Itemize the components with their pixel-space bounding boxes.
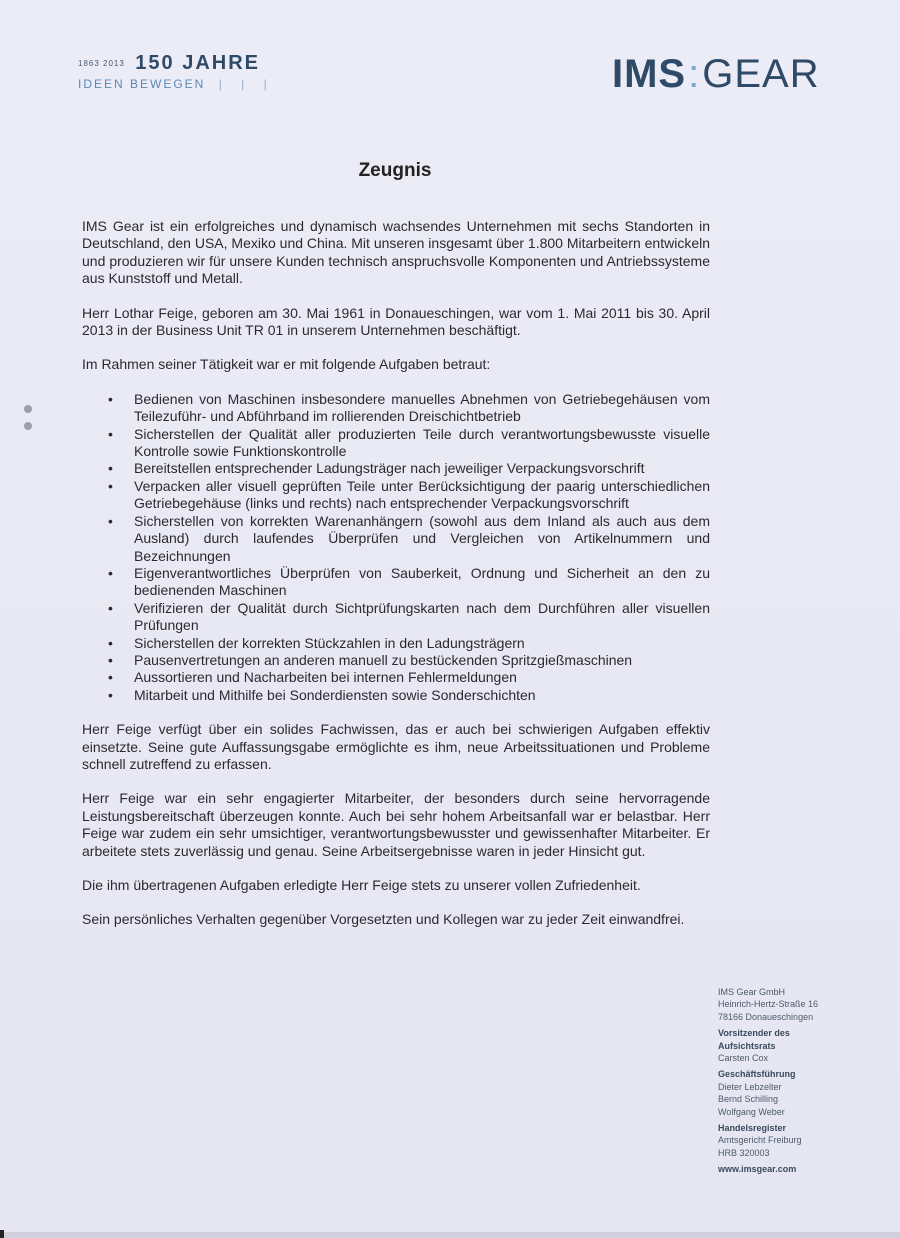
task-item: • Bedienen von Maschinen insbesondere manuelles Abnehmen von Getriebegehäusen vom Teilezuführ- und Abführband im rollierenden Dreischichtbetrieb [134, 391, 710, 426]
task-item: • Bereitstellen entsprechender Ladungsträger nach jeweiliger Verpackungsvorschrift [134, 460, 710, 477]
task-item: • Sicherstellen der korrekten Stückzahlen in den Ladungsträgern [134, 635, 710, 652]
anniversary-title: 150 JAHRE [135, 52, 260, 74]
footer-mgmt-name: Bernd Schilling [718, 1094, 779, 1105]
task-item: • Mitarbeit und Mithilfe bei Sonderdiensten sowie Sonderschichten [134, 687, 710, 704]
task-item: • Verpacken aller visuell geprüften Teile unter Berücksichtigung der paarig unterschiedlichen Getriebegehäuse (links und rechts) nach entsprechender Verpackungsvorschrift [134, 478, 710, 513]
footer-mgmt-name: Dieter Lebzelter [718, 1081, 782, 1092]
paragraph-knowledge: Herr Feige verfügt über ein solides Fachwissen, das er auch bei schwierigen Aufgaben effektiv einsetzte. Seine gute Auffassungsgabe ermöglichte es ihm, neue Arbeitssituationen und Probleme schnell zutreffend zu erfassen. [82, 721, 710, 772]
paragraph-conduct: Sein persönliches Verhalten gegenüber Vorgesetzten und Kollegen war zu jeder Zeit einwandfrei. [82, 911, 685, 928]
footer-board-name: Carsten Cox [718, 1053, 769, 1064]
scan-corner-mark [0, 1230, 4, 1238]
task-item: • Sicherstellen von korrekten Warenanhängern (sowohl aus dem Inland als auch aus dem Ausland) durch laufendes Überprüfen und Vergleichen von Artikelnummern und Bezeichnungen [134, 513, 710, 565]
task-list [82, 391, 710, 704]
company-logo [612, 52, 820, 97]
footer-mgmt-label: Geschäftsführung [718, 1069, 796, 1080]
paragraph-satisfaction: Die ihm übertragenen Aufgaben erledigte Herr Feige stets zu unserer vollen Zufriedenheit. [82, 877, 641, 893]
task-item: • Aussortieren und Nacharbeiten bei internen Fehlermeldungen [134, 669, 710, 686]
footer-board-label-2: Aufsichtsrats [718, 1040, 776, 1051]
task-item: • Eigenverantwortliches Überprüfen von Sauberkeit, Ordnung und Sicherheit an den zu bedienenden Maschinen [134, 565, 710, 600]
tagline-bars: | | | [218, 77, 275, 91]
logo-gear: GEAR [702, 52, 820, 96]
paragraph-company-intro: IMS Gear ist ein erfolgreiches und dynamisch wachsendes Unternehmen mit sechs Standorten in Deutschland, den USA, Mexiko und China. Mit unseren insgesamt über 1.800 Mitarbeitern entwickeln und produzieren wir für unsere Kunden technisch anspruchsvolle Komponenten und Antriebssysteme aus Kunststoff und Metall. [82, 218, 710, 287]
paragraph-employment: Herr Lothar Feige, geboren am 30. Mai 1961 in Donaueschingen, war vom 1. Mai 2011 bis 30. April 2013 in der Business Unit TR 01 in unserem Unternehmen beschäftigt. [82, 304, 710, 339]
footer-street: Heinrich-Hertz-Straße 16 [718, 999, 819, 1010]
logo-colon: : [688, 52, 701, 96]
task-item: • Verifizieren der Qualität durch Sichtprüfungskarten nach dem Durchführen aller visuellen Prüfungen [134, 600, 710, 635]
footer-city: 78166 Donaueschingen [718, 1011, 814, 1022]
anniversary-tagline-row [78, 77, 275, 91]
footer-register-number: HRB 320003 [718, 1147, 770, 1158]
punch-hole-bottom [24, 422, 32, 430]
document-title: Zeugnis [358, 160, 432, 181]
anniversary-tagline: IDEEN BEWEGEN [78, 77, 206, 91]
footer-register-court: Amtsgericht Freiburg [718, 1135, 802, 1146]
paragraph-tasks-intro: Im Rahmen seiner Tätigkeit war er mit folgende Aufgaben betraut: [82, 356, 491, 373]
scan-bottom-edge [0, 1232, 900, 1238]
footer-mgmt-name: Wolfgang Weber [718, 1106, 785, 1117]
letter-body [82, 218, 710, 946]
anniversary-years: 1863 2013 [78, 59, 125, 68]
task-item: • Sicherstellen der Qualität aller produzierten Teile durch verantwortungsbewusste visuelle Kontrolle sowie Funktionskontrolle [134, 426, 710, 461]
footer-board-label-1: Vorsitzender des [718, 1028, 790, 1039]
punch-hole-top [24, 405, 32, 413]
footer-company: IMS Gear GmbH [718, 987, 786, 997]
footer-website-link[interactable]: www.imsgear.com [718, 1164, 797, 1175]
anniversary-badge [78, 52, 275, 91]
logo-ims: IMS [612, 52, 687, 96]
company-footer [718, 986, 818, 1176]
footer-register-label: Handelsregister [718, 1123, 787, 1134]
task-item: • Pausenvertretungen an anderen manuell zu bestückenden Spritzgießmaschinen [134, 652, 710, 669]
paragraph-commitment: Herr Feige war ein sehr engagierter Mitarbeiter, der besonders durch seine hervorragende Leistungsbereitschaft überzeugen konnte. Auch bei sehr hohem Arbeitsanfall war er belastbar. Herr Feige war zudem ein sehr umsichtiger, verantwortungsbewusster und gewissenhafter Mitarbeiter. Er arbeitete stets zuverlässig und genau. Seine Arbeitsergebnisse waren in jeder Hinsicht gut. [82, 790, 710, 859]
